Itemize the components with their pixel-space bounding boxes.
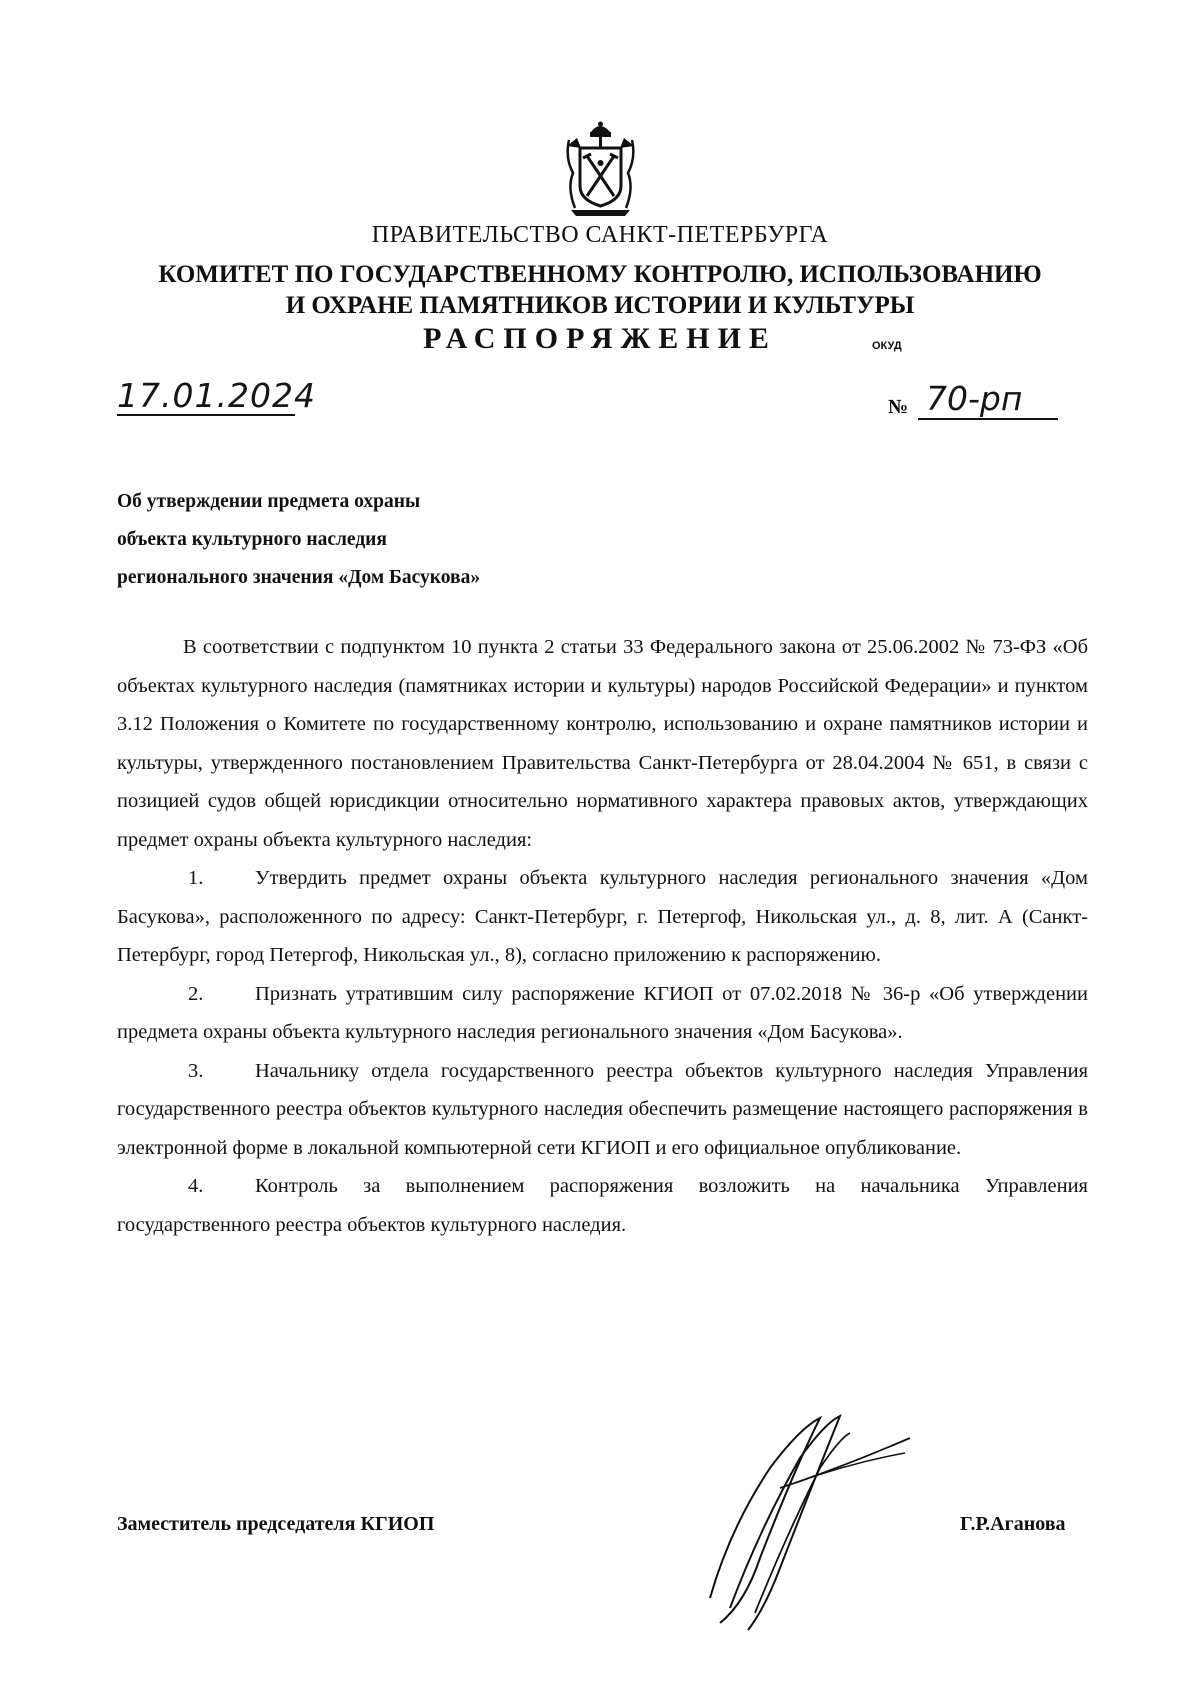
subject-line3: регионального значения «Дом Басукова»	[117, 567, 481, 588]
item-text: Контроль за выполнением распоряжения возложить на начальника Управления государственного реестра объектов культурного наследия.	[117, 1175, 1088, 1236]
okud-label: ОКУД	[872, 340, 902, 352]
document-date: 17.01.2024	[117, 376, 316, 415]
document-body	[117, 628, 1088, 1244]
committee-name-line2: И ОХРАНЕ ПАМЯТНИКОВ ИСТОРИИ И КУЛЬТУРЫ	[285, 292, 915, 319]
preamble-paragraph: В соответствии с подпунктом 10 пункта 2 статьи 33 Федерального закона от 25.06.2002 № 73-ФЗ «Об объектах культурного наследия (памятниках истории и культуры) народов Российской Федерации» и пунктом 3.12 Положения о Комитете по государственному контролю, использованию и охране памятников истории и культуры, утвержденного постановлением Правительства Санкт-Петербурга от 28.04.2004 № 651, в связи с позицией судов общей юрисдикции относительно нормативного характера правовых актов, утверждающих предмет охраны объекта культурного наследия:	[117, 636, 1088, 851]
order-item	[117, 859, 1088, 975]
document-type-title: РАСПОРЯЖЕНИЕ	[423, 322, 777, 355]
committee-name	[0, 259, 1200, 321]
document-number: 70-рп	[918, 380, 1058, 420]
order-item	[117, 1167, 1088, 1244]
item-number: 1.	[188, 867, 204, 889]
item-text: Утвердить предмет охраны объекта культурного наследия регионального значения «Дом Басукова», расположенного по адресу: Санкт-Петербург, г. Петергоф, Никольская ул., д. 8, лит. А (Санкт-Петербург, город Петергоф, Никольская ул., 8), согласно приложению к распоряжению.	[117, 867, 1088, 966]
signatory-role: Заместитель председателя КГИОП	[117, 1513, 435, 1535]
signatory-name: Г.Р.Аганова	[960, 1513, 1066, 1535]
government-name: ПРАВИТЕЛЬСТВО САНКТ-ПЕТЕРБУРГА	[371, 222, 829, 248]
subject-line2: объекта культурного наследия	[117, 529, 387, 550]
item-text: Начальнику отдела государственного реестра объектов культурного наследия Управления государственного реестра объектов культурного наследия обеспечить размещение настоящего распоряжения в электронной форме в локальной компьютерной сети КГИОП и его официальное опубликование.	[117, 1059, 1088, 1159]
item-number: 3.	[188, 1059, 204, 1082]
saint-petersburg-coat-of-arms-icon	[563, 118, 638, 218]
item-text: Признать утратившим силу распоряжение КГИОП от 07.02.2018 № 36-р «Об утверждении предмета охраны объекта культурного наследия регионального значения «Дом Басукова».	[117, 982, 1088, 1043]
order-item	[117, 975, 1088, 1052]
subject-line1: Об утверждении предмета охраны	[117, 491, 421, 512]
document-subject	[117, 483, 480, 597]
handwritten-signature-icon	[700, 1408, 920, 1638]
order-item	[117, 1052, 1088, 1168]
committee-name-line1: КОМИТЕТ ПО ГОСУДАРСТВЕННОМУ КОНТРОЛЮ, ИСПОЛЬЗОВАНИЮ	[158, 261, 1042, 288]
number-sign: №	[888, 396, 909, 418]
item-number: 4.	[188, 1175, 204, 1197]
item-number: 2.	[188, 982, 204, 1005]
